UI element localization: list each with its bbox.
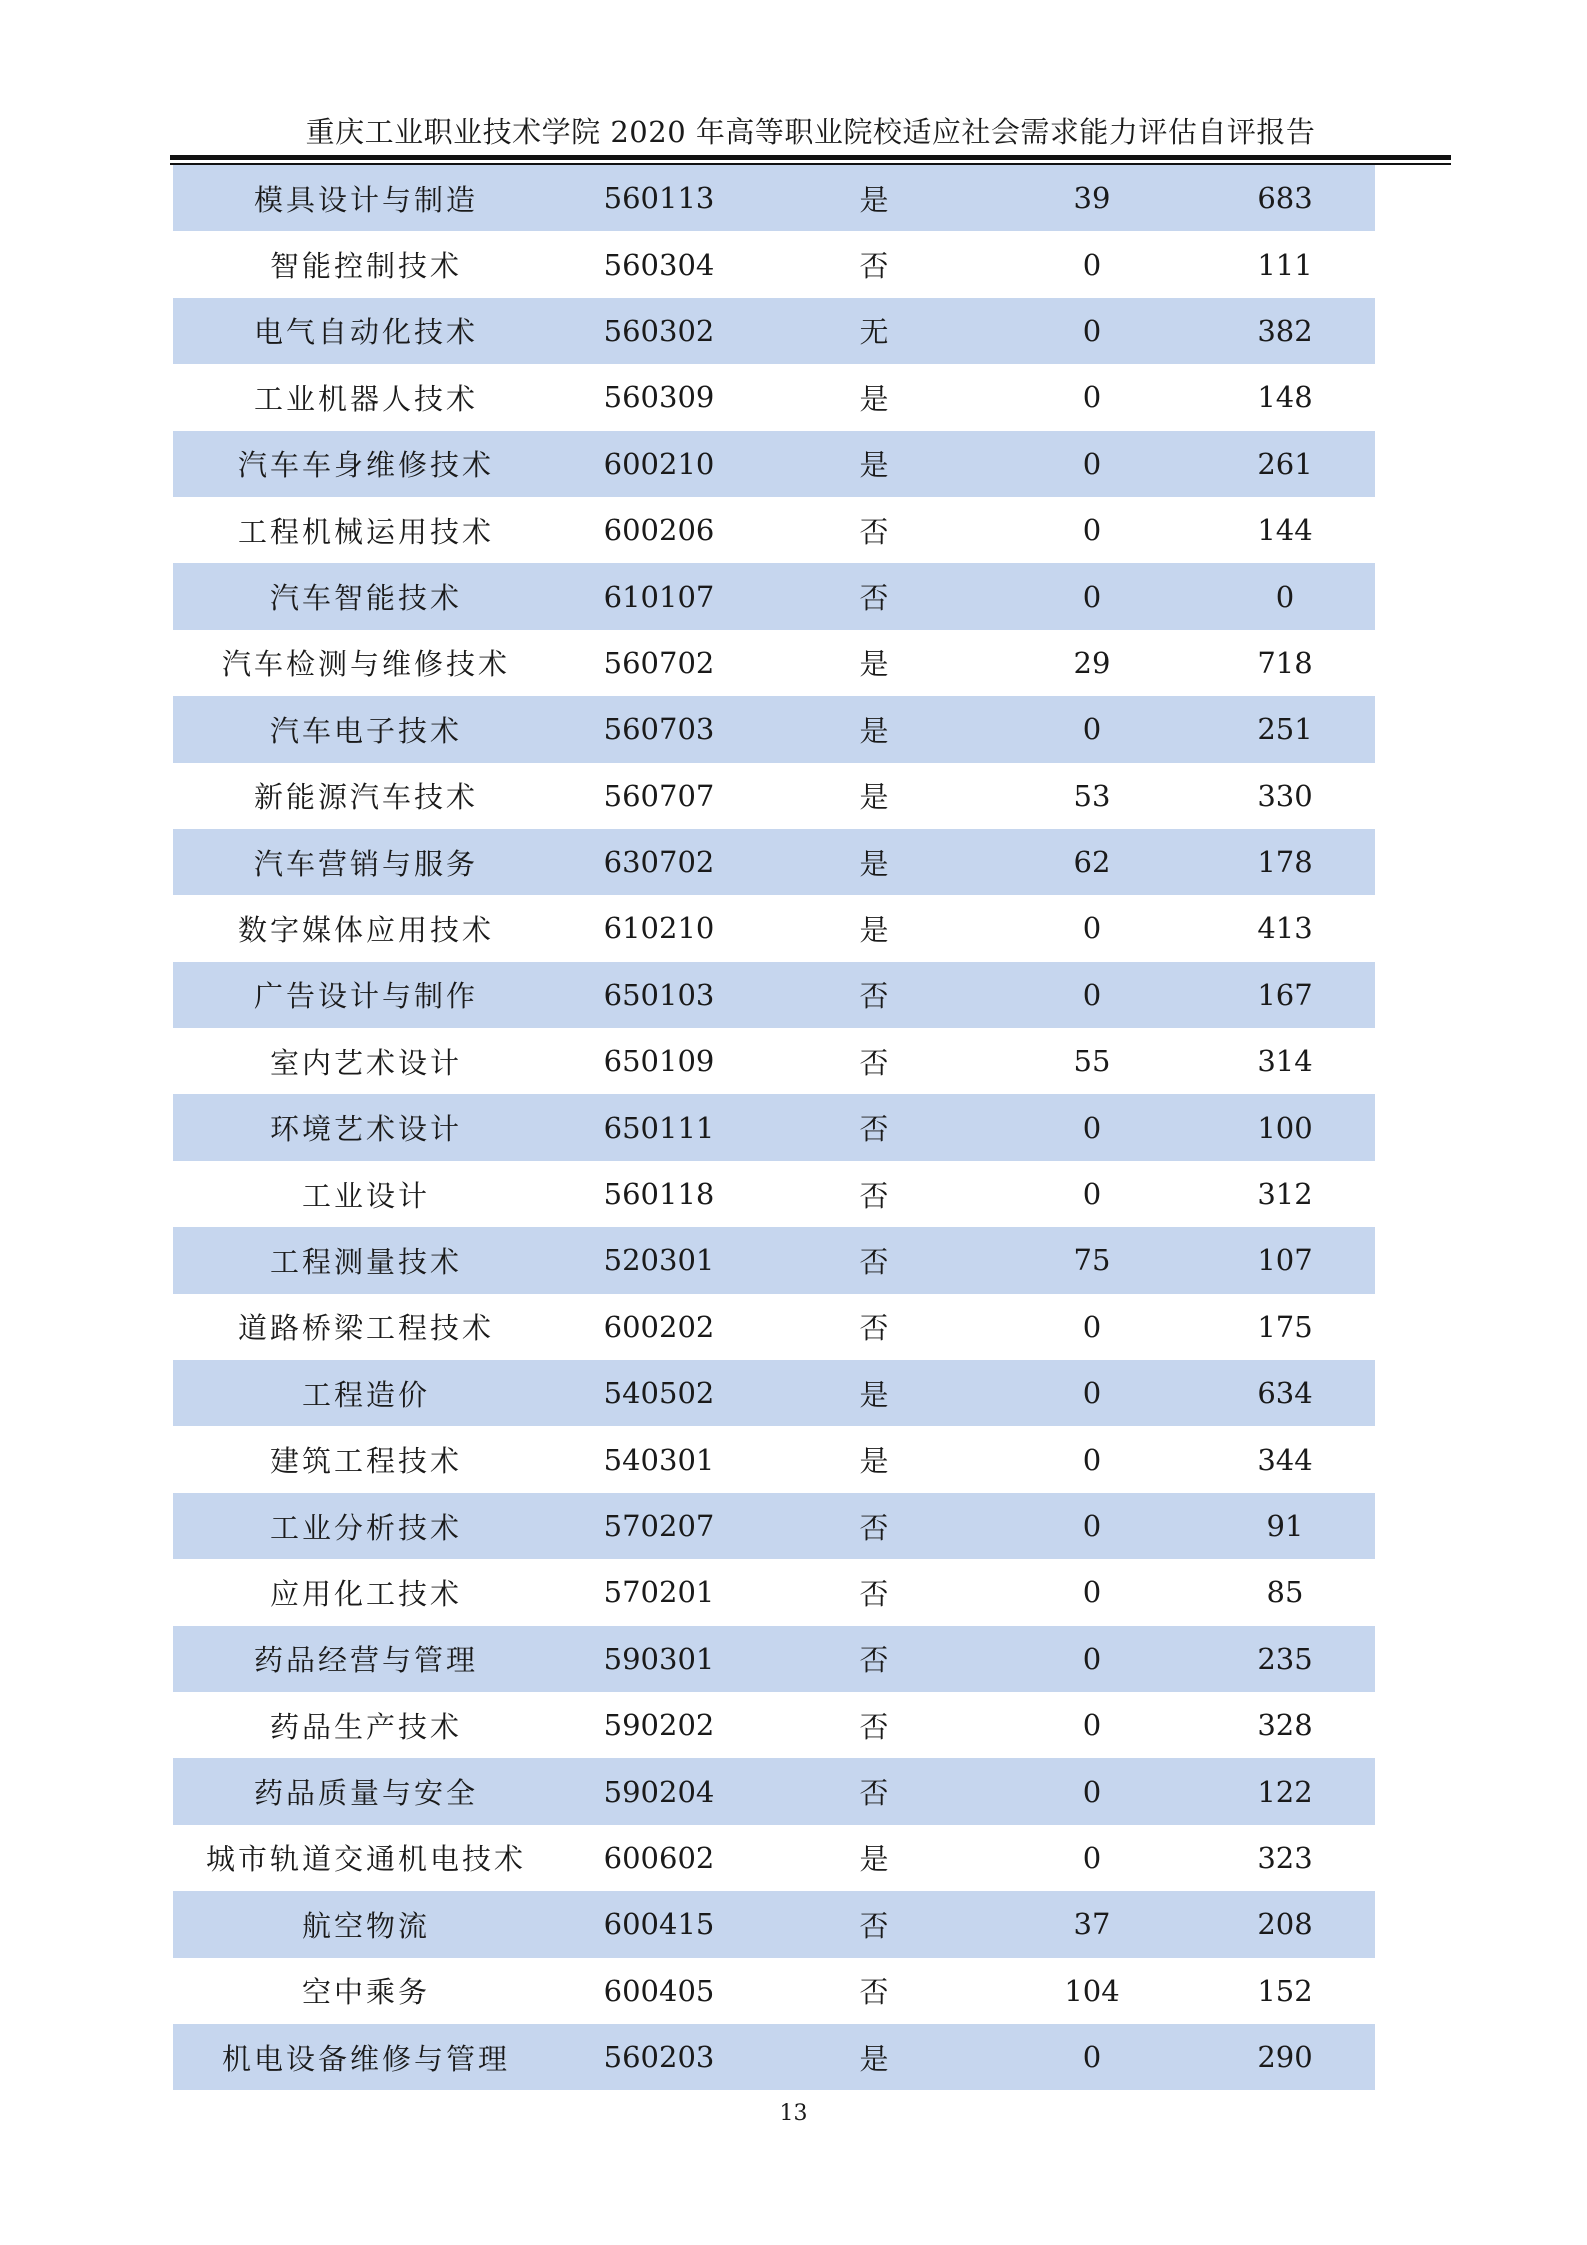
major-name-cell: 模具设计与制造 — [173, 165, 559, 231]
major-code-cell: 610210 — [603, 911, 715, 946]
flag-cell: 是 — [759, 2024, 989, 2090]
major-name-cell: 工业分析技术 — [173, 1493, 559, 1559]
flag-cell: 是 — [759, 1360, 989, 1426]
major-code-cell: 650103 — [559, 962, 759, 1028]
count-a-cell: 0 — [989, 431, 1195, 497]
table-row — [173, 1825, 1375, 1891]
flag-cell: 否 — [759, 1094, 989, 1160]
count-a-cell: 55 — [1073, 1044, 1111, 1079]
major-name-cell: 汽车车身维修技术 — [173, 431, 559, 497]
major-code-cell: 570201 — [603, 1575, 715, 1610]
flag-cell: 是 — [759, 829, 989, 895]
count-a-cell: 0 — [1082, 1442, 1102, 1477]
count-b-cell: 382 — [1195, 298, 1375, 364]
major-code-cell: 600210 — [559, 431, 759, 497]
table-row — [173, 231, 1375, 297]
major-code-cell: 560703 — [559, 696, 759, 762]
flag-cell: 否 — [859, 1045, 889, 1080]
major-code-cell: 560203 — [559, 2024, 759, 2090]
table-body — [173, 165, 1375, 2090]
flag-cell: 否 — [859, 1709, 889, 1744]
count-a-cell: 0 — [1082, 513, 1102, 548]
flag-cell: 是 — [859, 912, 889, 947]
major-name-cell: 汽车智能技术 — [173, 563, 559, 629]
count-b-cell: 251 — [1195, 696, 1375, 762]
count-b-cell: 413 — [1257, 911, 1313, 946]
major-code-cell: 560304 — [603, 247, 715, 282]
table-row — [173, 1958, 1375, 2024]
major-code-cell: 560309 — [603, 380, 715, 415]
major-code-cell: 560707 — [603, 778, 715, 813]
major-name-cell: 室内艺术设计 — [269, 1045, 462, 1080]
table-row — [173, 1758, 1375, 1824]
running-header: 重庆工业职业技术学院 2020 年高等职业院校适应社会需求能力评估自评报告 — [305, 115, 1316, 149]
count-b-cell: 100 — [1195, 1094, 1375, 1160]
count-a-cell: 0 — [1082, 911, 1102, 946]
count-a-cell: 0 — [989, 1493, 1195, 1559]
table-row — [173, 1227, 1375, 1293]
table-row — [173, 298, 1375, 364]
table-row — [173, 1692, 1375, 1758]
count-a-cell: 37 — [989, 1891, 1195, 1957]
major-code-cell: 560113 — [559, 165, 759, 231]
major-name-cell: 环境艺术设计 — [173, 1094, 559, 1160]
count-b-cell: 261 — [1195, 431, 1375, 497]
major-name-cell: 汽车检测与维修技术 — [221, 647, 510, 682]
flag-cell: 否 — [759, 1891, 989, 1957]
count-b-cell: 111 — [1257, 247, 1313, 282]
flag-cell: 否 — [759, 1758, 989, 1824]
table-row — [173, 962, 1375, 1028]
major-name-cell: 空中乘务 — [301, 1975, 430, 2010]
count-a-cell: 0 — [1082, 1177, 1102, 1212]
major-name-cell: 广告设计与制作 — [173, 962, 559, 1028]
flag-cell: 否 — [859, 1576, 889, 1611]
count-b-cell: 122 — [1195, 1758, 1375, 1824]
major-code-cell: 610107 — [559, 563, 759, 629]
flag-cell: 无 — [759, 298, 989, 364]
table-row — [173, 1891, 1375, 1957]
major-name-cell: 城市轨道交通机电技术 — [205, 1842, 526, 1877]
count-a-cell: 0 — [1082, 1309, 1102, 1344]
major-name-cell: 数字媒体应用技术 — [237, 912, 494, 947]
flag-cell: 是 — [759, 696, 989, 762]
count-b-cell: 344 — [1257, 1442, 1313, 1477]
flag-cell: 否 — [759, 563, 989, 629]
count-b-cell: 235 — [1195, 1626, 1375, 1692]
table-row — [173, 696, 1375, 762]
major-name-cell: 汽车营销与服务 — [173, 829, 559, 895]
page-number: 13 — [779, 2101, 808, 2126]
table-row — [173, 829, 1375, 895]
count-b-cell: 85 — [1266, 1575, 1304, 1610]
table-row — [173, 763, 1375, 829]
count-b-cell: 312 — [1257, 1177, 1313, 1212]
count-b-cell: 152 — [1257, 1973, 1313, 2008]
count-a-cell: 0 — [989, 298, 1195, 364]
major-code-cell: 600405 — [603, 1973, 715, 2008]
table-row — [173, 1294, 1375, 1360]
flag-cell: 否 — [759, 962, 989, 1028]
count-a-cell: 75 — [989, 1227, 1195, 1293]
major-code-cell: 630702 — [559, 829, 759, 895]
table-row — [173, 1161, 1375, 1227]
major-code-cell: 600202 — [603, 1309, 715, 1344]
major-name-cell: 道路桥梁工程技术 — [237, 1311, 494, 1346]
header-rule-thick — [170, 155, 1451, 160]
table-row — [173, 1426, 1375, 1492]
major-code-cell: 520301 — [559, 1227, 759, 1293]
flag-cell: 否 — [859, 249, 889, 284]
major-data-table — [173, 165, 1375, 2090]
flag-cell: 是 — [859, 1842, 889, 1877]
count-b-cell: 328 — [1257, 1708, 1313, 1743]
major-code-cell: 540502 — [559, 1360, 759, 1426]
major-code-cell: 590301 — [559, 1626, 759, 1692]
major-code-cell: 560118 — [603, 1177, 715, 1212]
count-b-cell: 175 — [1257, 1309, 1313, 1344]
major-name-cell: 应用化工技术 — [269, 1576, 462, 1611]
count-b-cell: 314 — [1257, 1044, 1313, 1079]
flag-cell: 是 — [859, 647, 889, 682]
table-row — [173, 364, 1375, 430]
count-b-cell: 634 — [1195, 1360, 1375, 1426]
count-a-cell: 0 — [989, 1094, 1195, 1160]
flag-cell: 是 — [859, 1444, 889, 1479]
count-a-cell: 0 — [1082, 1840, 1102, 1875]
flag-cell: 是 — [859, 381, 889, 416]
flag-cell: 否 — [759, 1493, 989, 1559]
major-name-cell: 航空物流 — [173, 1891, 559, 1957]
count-b-cell: 148 — [1257, 380, 1313, 415]
count-a-cell: 0 — [989, 1360, 1195, 1426]
table-row — [173, 1626, 1375, 1692]
count-a-cell: 0 — [989, 563, 1195, 629]
count-a-cell: 29 — [1073, 645, 1111, 680]
flag-cell: 否 — [859, 1311, 889, 1346]
major-name-cell: 汽车电子技术 — [173, 696, 559, 762]
count-a-cell: 39 — [989, 165, 1195, 231]
count-a-cell: 104 — [1064, 1973, 1120, 2008]
table-row — [173, 431, 1375, 497]
count-b-cell: 144 — [1257, 513, 1313, 548]
flag-cell: 否 — [859, 1975, 889, 2010]
flag-cell: 否 — [859, 514, 889, 549]
count-a-cell: 0 — [989, 2024, 1195, 2090]
major-code-cell: 540301 — [603, 1442, 715, 1477]
count-b-cell: 323 — [1257, 1840, 1313, 1875]
major-name-cell: 智能控制技术 — [269, 249, 462, 284]
major-code-cell: 570207 — [559, 1493, 759, 1559]
table-row — [173, 1094, 1375, 1160]
table-row — [173, 1360, 1375, 1426]
count-a-cell: 62 — [989, 829, 1195, 895]
flag-cell: 是 — [759, 165, 989, 231]
table-row — [173, 497, 1375, 563]
major-name-cell: 工程机械运用技术 — [237, 514, 494, 549]
table-row — [173, 563, 1375, 629]
count-a-cell: 0 — [989, 696, 1195, 762]
major-name-cell: 工业设计 — [301, 1178, 430, 1213]
count-b-cell: 91 — [1195, 1493, 1375, 1559]
major-name-cell: 工程造价 — [173, 1360, 559, 1426]
major-name-cell: 机电设备维修与管理 — [173, 2024, 559, 2090]
major-name-cell: 工业机器人技术 — [253, 381, 478, 416]
major-code-cell: 560302 — [559, 298, 759, 364]
table-row — [173, 1493, 1375, 1559]
count-b-cell: 0 — [1195, 563, 1375, 629]
table-row — [173, 2024, 1375, 2090]
count-a-cell: 53 — [1073, 778, 1111, 813]
major-code-cell: 590202 — [603, 1708, 715, 1743]
flag-cell: 否 — [759, 1227, 989, 1293]
count-a-cell: 0 — [1082, 1575, 1102, 1610]
count-b-cell: 167 — [1195, 962, 1375, 1028]
flag-cell: 是 — [859, 780, 889, 815]
major-name-cell: 药品质量与安全 — [173, 1758, 559, 1824]
major-name-cell: 新能源汽车技术 — [253, 780, 478, 815]
count-b-cell: 718 — [1257, 645, 1313, 680]
count-a-cell: 0 — [1082, 380, 1102, 415]
count-a-cell: 0 — [1082, 1708, 1102, 1743]
major-name-cell: 药品生产技术 — [269, 1709, 462, 1744]
major-name-cell: 工程测量技术 — [173, 1227, 559, 1293]
count-b-cell: 330 — [1257, 778, 1313, 813]
major-code-cell: 600602 — [603, 1840, 715, 1875]
table-row — [173, 1559, 1375, 1625]
flag-cell: 否 — [859, 1178, 889, 1213]
table-row — [173, 895, 1375, 961]
table-row — [173, 165, 1375, 231]
count-a-cell: 0 — [989, 1626, 1195, 1692]
major-name-cell: 建筑工程技术 — [269, 1444, 462, 1479]
table-row — [173, 1028, 1375, 1094]
count-a-cell: 0 — [989, 1758, 1195, 1824]
table-row — [173, 630, 1375, 696]
count-b-cell: 107 — [1195, 1227, 1375, 1293]
major-code-cell: 600415 — [559, 1891, 759, 1957]
flag-cell: 是 — [759, 431, 989, 497]
count-b-cell: 683 — [1195, 165, 1375, 231]
count-b-cell: 178 — [1195, 829, 1375, 895]
count-a-cell: 0 — [989, 962, 1195, 1028]
major-name-cell: 电气自动化技术 — [173, 298, 559, 364]
count-a-cell: 0 — [1082, 247, 1102, 282]
flag-cell: 否 — [759, 1626, 989, 1692]
count-b-cell: 208 — [1195, 1891, 1375, 1957]
major-code-cell: 600206 — [603, 513, 715, 548]
major-code-cell: 650109 — [603, 1044, 715, 1079]
major-name-cell: 药品经营与管理 — [173, 1626, 559, 1692]
count-b-cell: 290 — [1195, 2024, 1375, 2090]
major-code-cell: 560702 — [603, 645, 715, 680]
major-code-cell: 590204 — [559, 1758, 759, 1824]
major-code-cell: 650111 — [559, 1094, 759, 1160]
